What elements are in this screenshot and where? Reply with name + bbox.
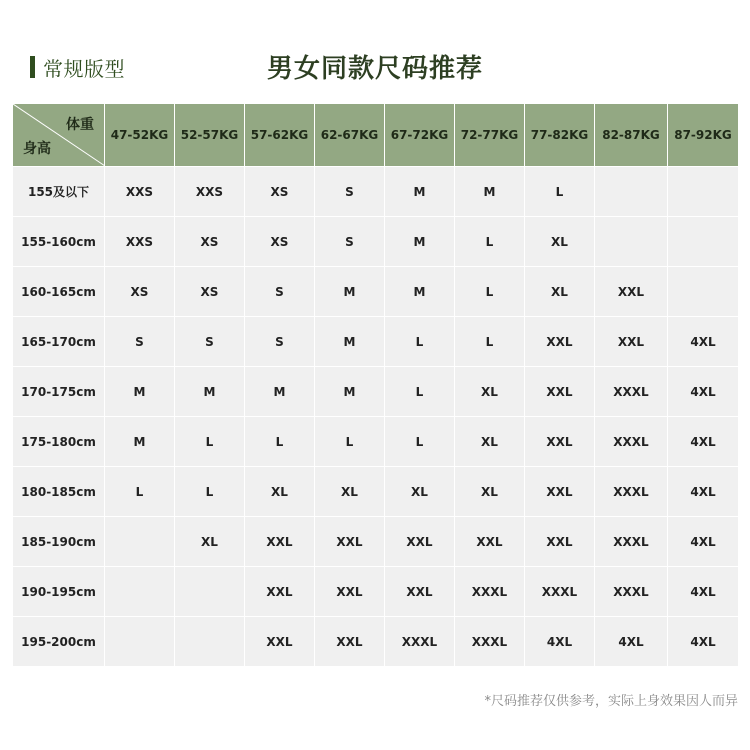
size-cell	[105, 517, 175, 567]
size-cell: XS	[175, 267, 245, 317]
size-cell: XS	[105, 267, 175, 317]
size-cell: S	[315, 167, 385, 217]
weight-header-cell: 72-77KG	[455, 104, 525, 167]
height-row-header: 195-200cm	[13, 617, 105, 667]
size-cell	[595, 217, 668, 267]
size-cell: 4XL	[668, 567, 739, 617]
size-cell	[105, 567, 175, 617]
size-cell: M	[455, 167, 525, 217]
weight-header-cell: 57-62KG	[245, 104, 315, 167]
table-row	[13, 317, 739, 367]
height-row-header: 170-175cm	[13, 367, 105, 417]
size-cell	[668, 167, 739, 217]
table-row	[13, 567, 739, 617]
size-cell: XXL	[385, 517, 455, 567]
height-row-header: 180-185cm	[13, 467, 105, 517]
size-cell	[668, 267, 739, 317]
size-cell: XXL	[245, 517, 315, 567]
size-cell: XXS	[175, 167, 245, 217]
size-cell: M	[315, 317, 385, 367]
size-cell: 4XL	[668, 617, 739, 667]
size-cell: XXXL	[595, 467, 668, 517]
size-cell	[668, 217, 739, 267]
size-cell: S	[245, 317, 315, 367]
size-cell: XL	[315, 467, 385, 517]
size-cell: L	[455, 217, 525, 267]
size-cell: XS	[175, 217, 245, 267]
size-cell: XXL	[315, 517, 385, 567]
weight-header-cell: 52-57KG	[175, 104, 245, 167]
size-cell: XXXL	[595, 417, 668, 467]
size-cell: XL	[175, 517, 245, 567]
size-cell: XS	[245, 217, 315, 267]
height-row-header: 155-160cm	[13, 217, 105, 267]
size-cell: L	[525, 167, 595, 217]
size-cell: 4XL	[668, 467, 739, 517]
weight-header-cell: 47-52KG	[105, 104, 175, 167]
weight-header-cell: 67-72KG	[385, 104, 455, 167]
table-row	[13, 517, 739, 567]
size-cell	[105, 617, 175, 667]
size-cell: L	[385, 417, 455, 467]
weight-header-cell: 62-67KG	[315, 104, 385, 167]
size-cell: 4XL	[668, 517, 739, 567]
page-header	[0, 0, 750, 100]
size-cell: L	[245, 417, 315, 467]
size-cell: XXXL	[385, 617, 455, 667]
size-cell: XL	[455, 467, 525, 517]
size-cell: 4XL	[668, 317, 739, 367]
height-row-header: 175-180cm	[13, 417, 105, 467]
size-cell: XL	[455, 417, 525, 467]
size-cell: XXXL	[595, 367, 668, 417]
table-row	[13, 367, 739, 417]
height-row-header: 160-165cm	[13, 267, 105, 317]
size-cell: XL	[385, 467, 455, 517]
size-cell: XXL	[595, 317, 668, 367]
size-cell: M	[385, 217, 455, 267]
size-cell: M	[315, 267, 385, 317]
size-cell: 4XL	[525, 617, 595, 667]
size-cell: XXXL	[595, 517, 668, 567]
size-cell: XXXL	[525, 567, 595, 617]
size-cell: M	[105, 417, 175, 467]
size-cell: XXL	[525, 367, 595, 417]
size-cell: XXL	[315, 617, 385, 667]
size-cell: S	[105, 317, 175, 367]
size-cell: XXL	[245, 617, 315, 667]
corner-cell	[13, 104, 105, 167]
table-row	[13, 417, 739, 467]
weight-axis-label: 体重	[66, 117, 94, 133]
size-cell: L	[385, 367, 455, 417]
size-cell: XXL	[245, 567, 315, 617]
table-row	[13, 617, 739, 667]
size-cell: XL	[525, 217, 595, 267]
size-cell: 4XL	[668, 417, 739, 467]
table-row	[13, 217, 739, 267]
height-axis-label: 身高	[23, 141, 51, 157]
size-cell: XXL	[315, 567, 385, 617]
size-cell: XXXL	[455, 567, 525, 617]
size-cell: M	[315, 367, 385, 417]
table-row	[13, 167, 739, 217]
table-body	[13, 167, 739, 667]
size-cell: 4XL	[595, 617, 668, 667]
size-cell: M	[105, 367, 175, 417]
table-row	[13, 467, 739, 517]
size-cell: M	[385, 267, 455, 317]
height-row-header: 185-190cm	[13, 517, 105, 567]
size-cell: XXXL	[455, 617, 525, 667]
size-cell: S	[245, 267, 315, 317]
size-cell: S	[315, 217, 385, 267]
size-cell: L	[455, 267, 525, 317]
size-cell: L	[175, 417, 245, 467]
height-row-header: 190-195cm	[13, 567, 105, 617]
size-cell: XXL	[595, 267, 668, 317]
size-cell: L	[175, 467, 245, 517]
size-cell: XL	[245, 467, 315, 517]
size-cell: XXL	[525, 317, 595, 367]
size-cell: XXS	[105, 167, 175, 217]
size-cell: XXS	[105, 217, 175, 267]
size-cell: 4XL	[668, 367, 739, 417]
size-cell: S	[175, 317, 245, 367]
size-cell	[175, 617, 245, 667]
fit-badge-label: 常规版型	[43, 56, 125, 81]
size-cell: XL	[525, 267, 595, 317]
size-cell	[595, 167, 668, 217]
size-cell: XS	[245, 167, 315, 217]
size-chart-table	[12, 103, 739, 667]
size-cell: L	[315, 417, 385, 467]
size-cell: XL	[455, 367, 525, 417]
size-cell: L	[105, 467, 175, 517]
size-cell: L	[455, 317, 525, 367]
size-cell: XXL	[525, 467, 595, 517]
footnote: *尺码推荐仅供参考，实际上身效果因人而异	[484, 694, 738, 709]
size-cell: XXXL	[595, 567, 668, 617]
weight-header-cell: 87-92KG	[668, 104, 739, 167]
size-cell	[175, 567, 245, 617]
height-row-header: 165-170cm	[13, 317, 105, 367]
table-row	[13, 267, 739, 317]
size-cell: L	[385, 317, 455, 367]
weight-header-cell: 82-87KG	[595, 104, 668, 167]
size-cell: M	[175, 367, 245, 417]
weight-header-cell: 77-82KG	[525, 104, 595, 167]
table-header-row	[13, 104, 739, 167]
size-cell: M	[245, 367, 315, 417]
size-cell: XXL	[525, 517, 595, 567]
size-cell: XXL	[455, 517, 525, 567]
page-title: 男女同款尺码推荐	[266, 54, 483, 84]
size-cell: XXL	[525, 417, 595, 467]
size-cell: XXL	[385, 567, 455, 617]
size-cell: M	[385, 167, 455, 217]
height-row-header: 155及以下	[13, 167, 105, 217]
